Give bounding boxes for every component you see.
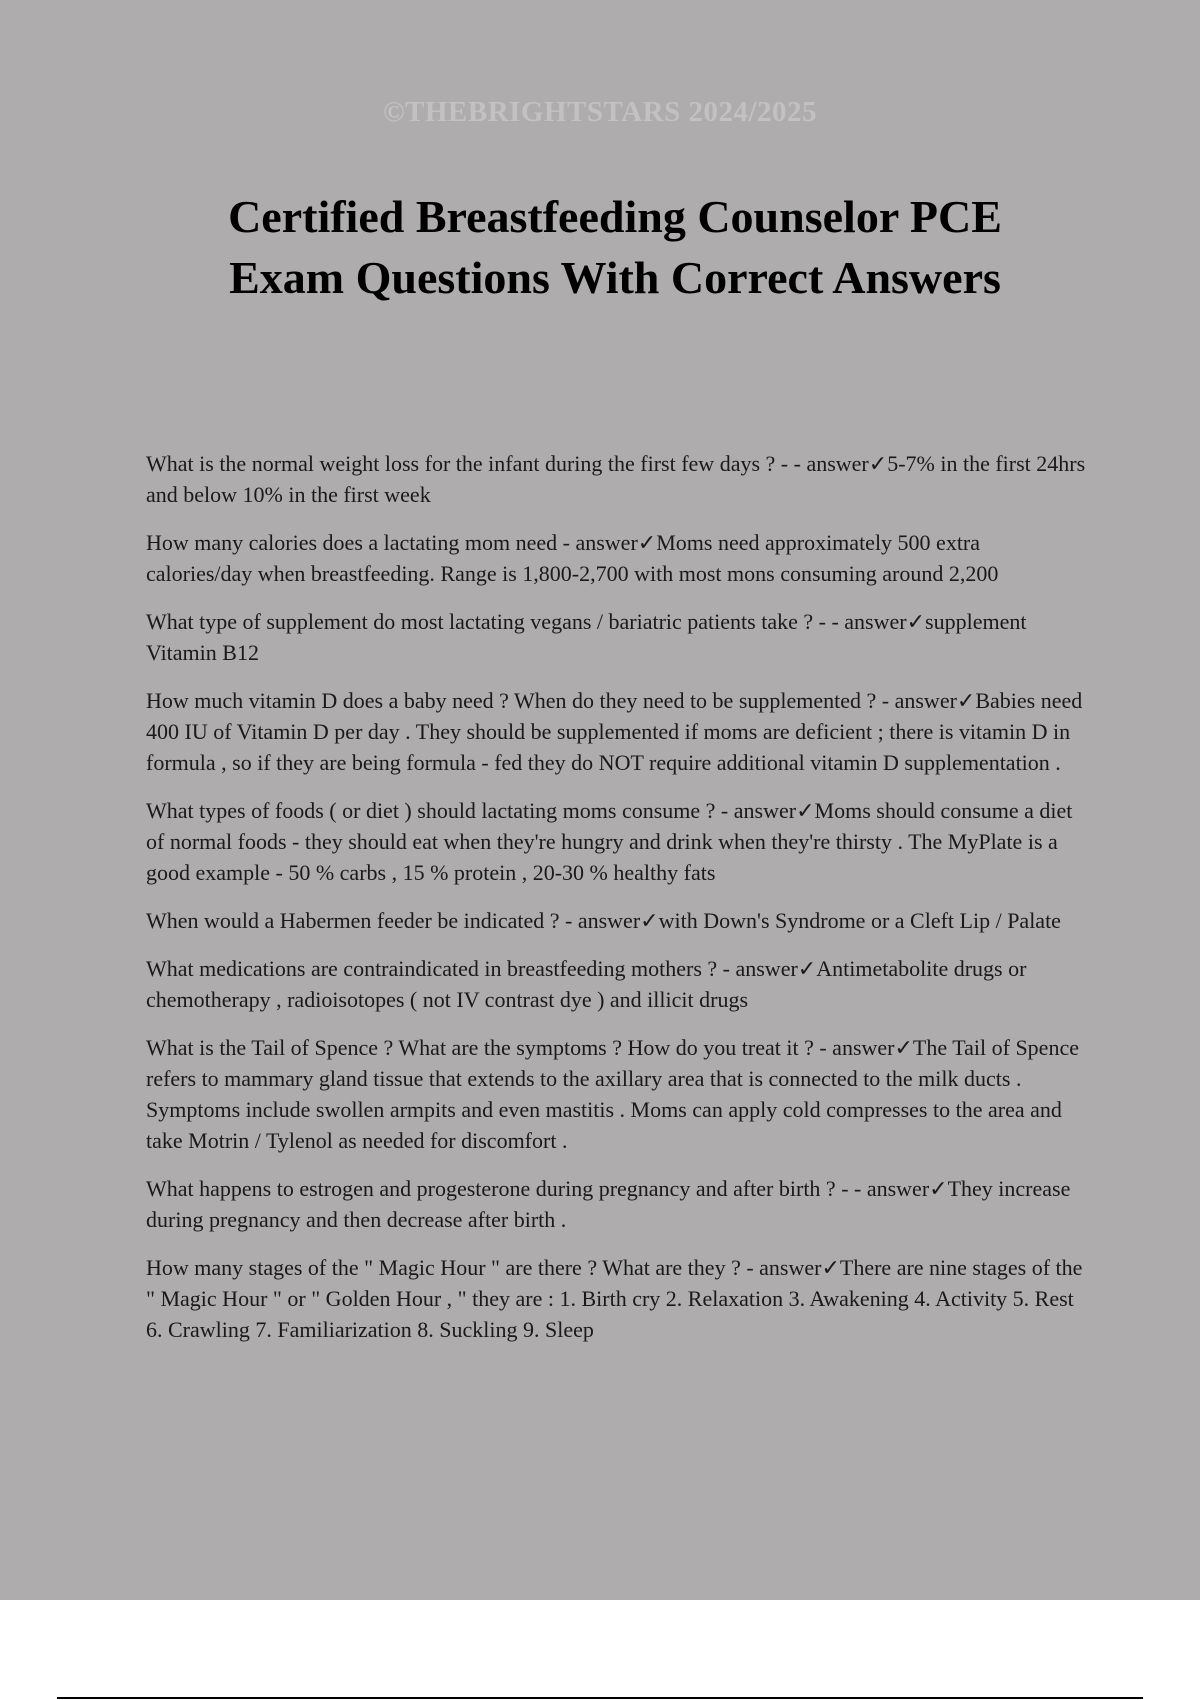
answer-text: Babies need 400 IU of Vitamin D per day . They should be supplemented if moms are deficient ; there is vitamin D in formula , so if they are being formula - fed they do NOT require additional vitamin D supplementation .	[146, 688, 1083, 775]
qa-item	[146, 527, 1091, 589]
answer-text: Moms should consume a diet of normal foods - they should eat when they're hungry and drink when they're thirsty . The MyPlate is a good example - 50 % carbs , 15 % protein , 20-30 % healthy fats	[146, 798, 1073, 885]
watermark: ©THEBRIGHTSTARS 2024/2025	[382, 96, 818, 128]
check-icon: ✓	[821, 1255, 840, 1280]
question-text: When would a Habermen feeder be indicated ? - answer	[146, 908, 641, 933]
question-text: What is the normal weight loss for the infant during the first few days ? - - answer	[146, 451, 869, 476]
check-icon: ✓	[640, 908, 659, 933]
check-icon: ✓	[796, 798, 815, 823]
answer-text: The Tail of Spence refers to mammary gland tissue that extends to the axillary area that is connected to the milk ducts . Symptoms include swollen armpits and even mastitis . Moms can apply cold compresses to the area and take Motrin / Tylenol as needed for discomfort .	[146, 1035, 1079, 1153]
qa-item	[146, 685, 1091, 778]
check-icon: ✓	[956, 688, 976, 713]
qa-item	[146, 905, 1091, 936]
question-text: What types of foods ( or diet ) should lactating moms consume ? - answer	[146, 798, 797, 823]
answer-text: with Down's Syndrome or a Cleft Lip / Palate	[658, 908, 1061, 933]
footer-rule	[57, 1697, 1143, 1699]
qa-item	[146, 1173, 1091, 1235]
check-icon: ✓	[637, 530, 657, 555]
answer-text: There are nine stages of the " Magic Hour " or " Golden Hour , " they are : 1. Birth cry 2. Relaxation 3. Awakening 4. Activity 5. Rest 6. Crawling 7. Familiarization 8. Suckling 9. Sleep	[146, 1255, 1083, 1342]
check-icon: ✓	[797, 956, 817, 981]
answer-text: supplement Vitamin B12	[146, 609, 1027, 665]
check-icon: ✓	[906, 609, 926, 634]
qa-item	[146, 606, 1091, 668]
question-text: How many stages of the " Magic Hour " are there ? What are they ? - answer	[146, 1255, 822, 1280]
qa-item	[146, 795, 1091, 888]
question-text: How much vitamin D does a baby need ? When do they need to be supplemented ? - answer	[146, 688, 957, 713]
title-line-1: Certified Breastfeeding Counselor PCE	[228, 191, 1002, 242]
answer-text: Antimetabolite drugs or chemotherapy , radioisotopes ( not IV contrast dye ) and illicit drugs	[146, 956, 1027, 1012]
answer-text: 5-7% in the first 24hrs and below 10% in the first week	[146, 451, 1086, 507]
qa-item	[146, 1252, 1091, 1345]
qa-item	[146, 1032, 1091, 1156]
check-icon: ✓	[868, 451, 888, 476]
qa-item	[146, 448, 1091, 510]
question-text: How many calories does a lactating mom need - answer	[146, 530, 638, 555]
answer-text: Moms need approximately 500 extra calories/day when breastfeeding. Range is 1,800-2,700 with most mons consuming around 2,200	[146, 530, 999, 586]
qa-item	[146, 953, 1091, 1015]
check-icon: ✓	[929, 1176, 948, 1201]
question-text: What type of supplement do most lactating vegans / bariatric patients take ? - - answer	[146, 609, 907, 634]
check-icon: ✓	[894, 1035, 913, 1060]
question-text: What medications are contraindicated in breastfeeding mothers ? - answer	[146, 956, 798, 981]
document-title	[0, 186, 1200, 308]
question-text: What is the Tail of Spence ? What are the symptoms ? How do you treat it ? - answer	[146, 1035, 895, 1060]
question-text: What happens to estrogen and progesterone during pregnancy and after birth ? - - answer	[146, 1176, 930, 1201]
answer-text: They increase during pregnancy and then decrease after birth .	[146, 1176, 1071, 1232]
qa-list	[146, 448, 1091, 1362]
title-line-2: Exam Questions With Correct Answers	[229, 252, 1001, 303]
